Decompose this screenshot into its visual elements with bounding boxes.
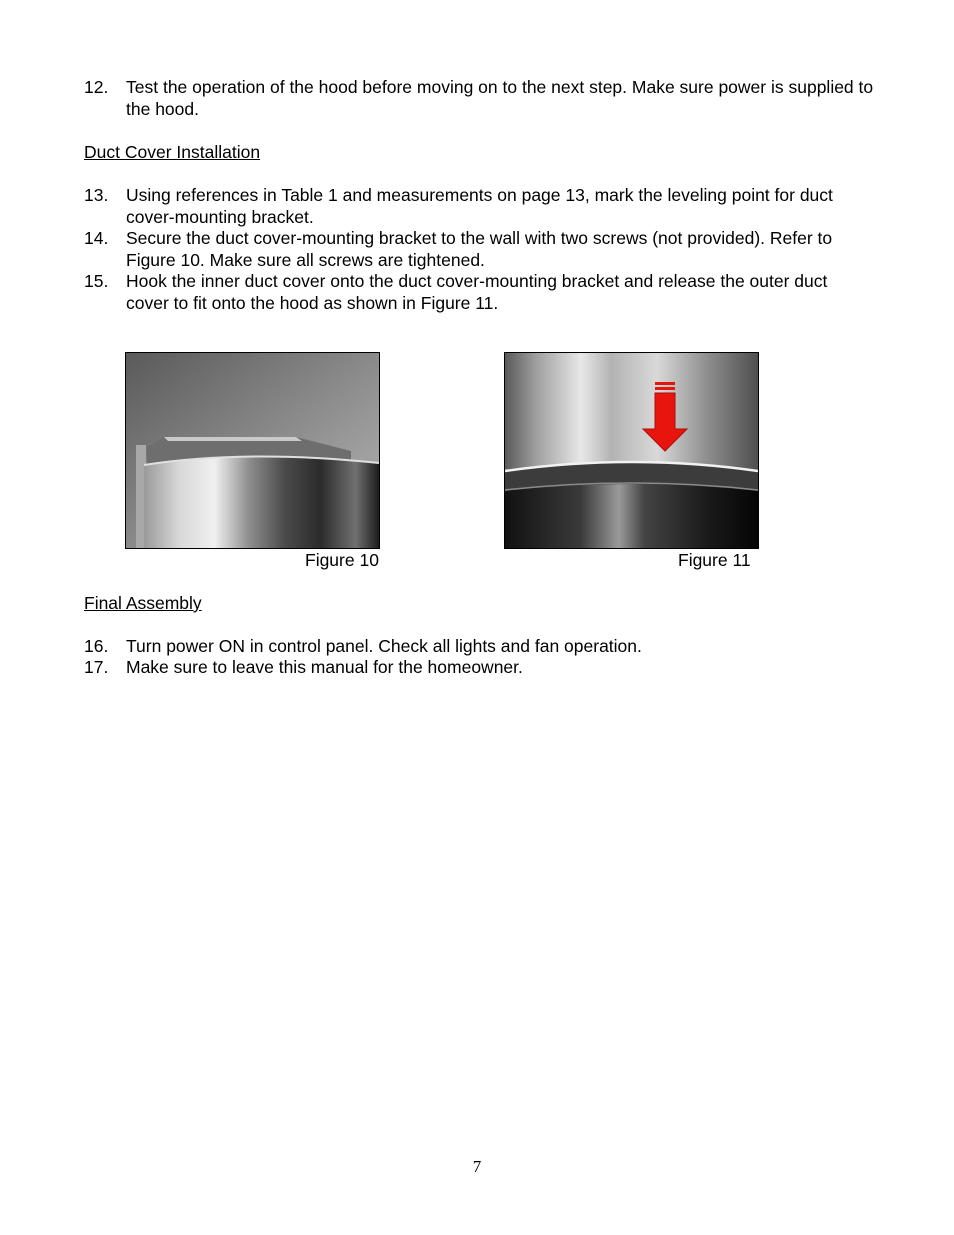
figure-10-photo [125, 352, 380, 549]
step-13 [84, 185, 874, 228]
step-number: 14. [84, 228, 109, 248]
step-text: Hook the inner duct cover onto the duct cover-mounting bracket and release the outer duct cover to fit onto the hood as shown in Figure 11. [126, 271, 828, 313]
step-number: 12. [84, 77, 109, 97]
step-text: Using references in Table 1 and measurements on page 13, mark the leveling point for duct cover-mounting bracket. [126, 185, 833, 227]
step-number: 16. [84, 636, 109, 656]
step-16 [84, 636, 874, 658]
step-text: Secure the duct cover-mounting bracket to the wall with two screws (not provided). Refer to Figure 10. Make sure all screws are tightened. [126, 228, 833, 270]
step-number: 17. [84, 657, 109, 677]
step-14 [84, 228, 874, 271]
step-number: 13. [84, 185, 109, 205]
step-12 [84, 77, 874, 120]
step-text: Test the operation of the hood before moving on to the next step. Make sure power is supplied to the hood. [126, 77, 874, 119]
step-text: Turn power ON in control panel. Check all lights and fan operation. [126, 636, 642, 656]
figure-10-caption: Figure 10 [305, 550, 379, 570]
step-17 [84, 657, 874, 679]
figure-11-caption: Figure 11 [678, 550, 751, 570]
section-heading-duct-cover: Duct Cover Installation [84, 142, 261, 162]
step-number: 15. [84, 271, 109, 291]
section-heading-final-assembly: Final Assembly [84, 593, 202, 613]
figure-11-photo [504, 352, 759, 549]
step-15 [84, 271, 874, 314]
page-number: 7 [472, 1157, 482, 1176]
step-text: Make sure to leave this manual for the homeowner. [126, 657, 523, 677]
